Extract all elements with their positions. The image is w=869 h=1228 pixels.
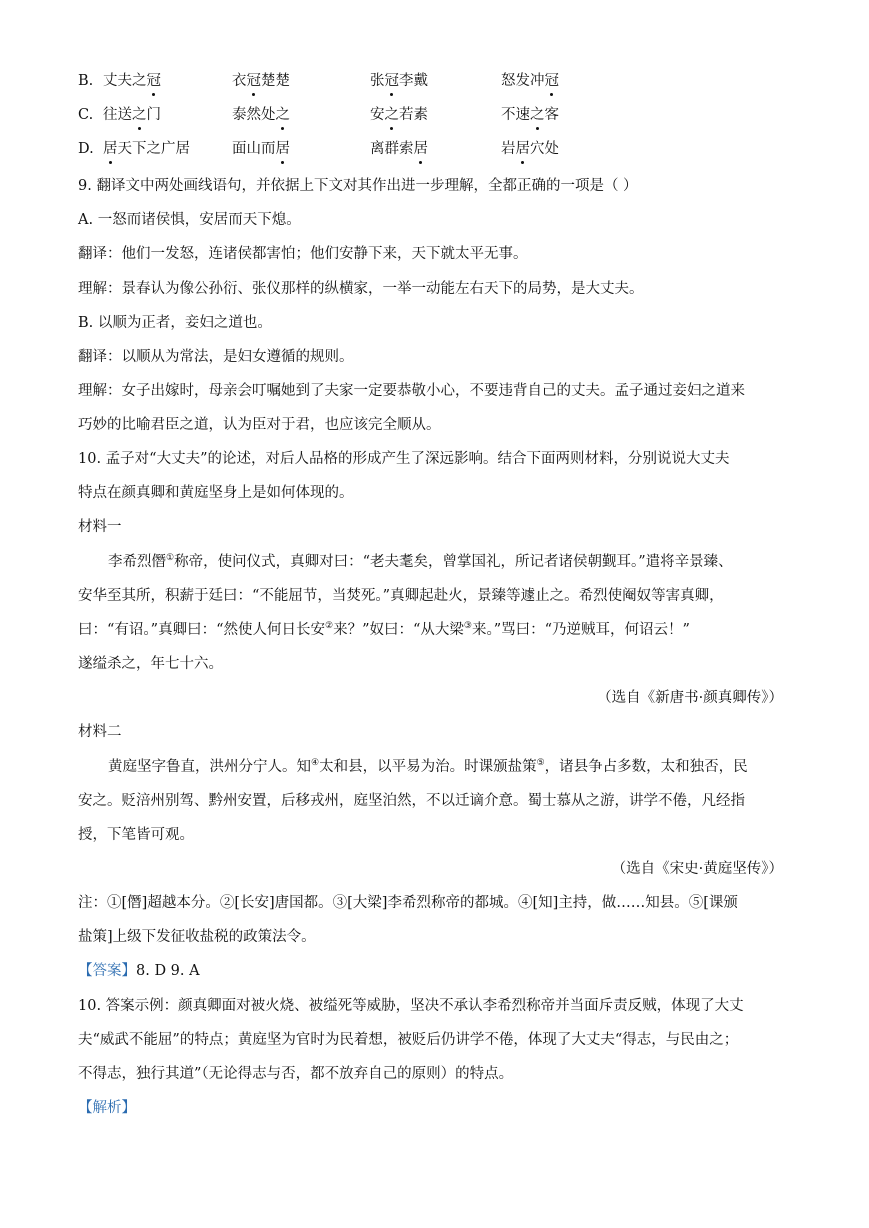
q9-option-b-translation: 翻译：以顺从为常法，是妇女遵循的规则。 [78, 349, 354, 365]
material-2-source: （选自《宋史·黄庭坚传》） [611, 861, 783, 877]
option-cell: 张冠李戴 [370, 73, 428, 89]
answer-q10-cont: 不得志，独行其道”（无论得志与否，都不放弃自己的原则）的特点。 [78, 1066, 514, 1082]
material-2-line: 授，下笔皆可观。 [78, 827, 194, 843]
option-cell: 怒发冲冠 [501, 73, 559, 89]
material-2-line: 安之。贬涪州别驾、黔州安置，后移戎州，庭坚泊然，不以迁谪介意。蜀士慕从之游，讲学不倦，凡经指 [78, 793, 745, 809]
material-1-line: 曰：“有诏。”真卿曰：“然使人何日长安②来？”奴曰：“从大梁③来。”骂曰：“乃逆贼耳，何诏云！” [78, 621, 690, 638]
option-cell: 泰然处之 [232, 107, 290, 123]
answer-text: 8. D 9. A [136, 963, 200, 979]
footnote-marker: ② [325, 621, 334, 632]
material-1-source: （选自《新唐书·颜真卿传》） [597, 690, 783, 706]
material-1-line: 安华至其所，积薪于廷曰：“不能屈节，当焚死。”真卿起赴火，景臻等遽止之。希烈使阉奴等害真卿， [78, 588, 724, 604]
footnote-marker: ⑤ [536, 758, 545, 769]
material-1-line: 遂缢杀之，年七十六。 [78, 656, 223, 672]
q9-option-a: A. 一怒而诸侯惧，安居而天下熄。 [78, 212, 301, 228]
footnotes: 注：①[僭]超越本分。②[长安]唐国都。③[大梁]李希烈称帝的都城。④[知]主持，做……知县。⑤[课颁 [78, 895, 738, 911]
footnote-marker: ③ [463, 621, 472, 632]
answer-q10: 10. 答案示例：颜真卿面对被火烧、被缢死等威胁，坚决不承认李希烈称帝并当面斥责反贼，体现了大丈 [78, 998, 744, 1014]
option-label: D. [78, 141, 94, 157]
question-10-stem-cont: 特点在颜真卿和黄庭坚身上是如何体现的。 [78, 485, 354, 501]
option-label: C. [78, 107, 94, 123]
option-cell: 安之若素 [370, 107, 428, 123]
question-10-stem: 10. 孟子对“大丈夫”的论述，对后人品格的形成产生了深远影响。结合下面两则材料，分别说说大丈夫 [78, 451, 730, 467]
q9-option-b-understanding: 理解：女子出嫁时，母亲会叮嘱她到了夫家一定要恭敬小心，不要违背自己的丈夫。孟子通过妾妇之道来 [78, 383, 745, 399]
footnote-marker: ④ [311, 758, 320, 769]
option-cell: 面山而居 [232, 141, 290, 157]
option-cell: 丈夫之冠 [103, 73, 161, 89]
option-cell: 不速之客 [501, 107, 559, 123]
option-cell: 居天下之广居 [103, 141, 190, 157]
q9-option-a-understanding: 理解：景春认为像公孙衍、张仪那样的纵横家，一举一动能左右天下的局势，是大丈夫。 [78, 281, 644, 297]
material-1-line: 李希烈僭①称帝，使问仪式，真卿对曰：“老夫耄矣，曾掌国礼，所记者诸侯朝觐耳。”遣将辛景臻、 [108, 553, 733, 570]
material-2-heading: 材料二 [78, 724, 122, 740]
q9-option-a-translation: 翻译：他们一发怒，连诸侯都害怕；他们安静下来，天下就太平无事。 [78, 246, 528, 262]
option-cell: 衣冠楚楚 [232, 73, 290, 89]
answer-q10-cont: 夫“威武不能屈”的特点；黄庭坚为官时为民着想，被贬后仍讲学不倦，体现了大丈夫“得志，与民由之； [78, 1032, 739, 1048]
question-9-stem: 9. 翻译文中两处画线语句，并依据上下文对其作出进一步理解，全都正确的一项是（ ） [78, 178, 638, 194]
q9-option-b-understanding-cont: 巧妙的比喻君臣之道，认为臣对于君，也应该完全顺从。 [78, 417, 441, 433]
analysis-tag: 【解析】 [78, 1100, 136, 1116]
material-2-line: 黄庭坚字鲁直，洪州分宁人。知④太和县，以平易为治。时课颁盐策⑤，诸县争占多数，太和独否，民 [108, 758, 748, 775]
q9-option-b: B. 以顺为正者，妾妇之道也。 [78, 315, 272, 331]
option-cell: 岩居穴处 [501, 141, 559, 157]
option-cell: 往送之门 [103, 107, 161, 123]
option-cell: 离群索居 [370, 141, 428, 157]
material-1-heading: 材料一 [78, 519, 122, 535]
footnote-marker: ① [166, 553, 175, 564]
answer-line [78, 961, 200, 981]
option-label: B. [78, 73, 94, 89]
answer-tag: 【答案】 [78, 963, 136, 979]
footnotes-cont: 盐策]上级下发征收盐税的政策法令。 [78, 929, 316, 945]
